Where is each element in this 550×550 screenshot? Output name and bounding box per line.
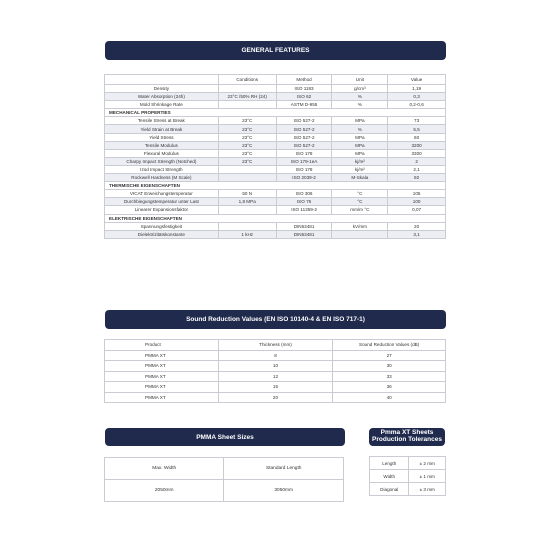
property-cell: ISO 11359-2 xyxy=(276,206,332,214)
property-cell: MPa xyxy=(332,117,388,125)
property-cell: 23°C xyxy=(218,157,276,165)
column-header: Product xyxy=(105,340,219,351)
product-name: PMMA XT xyxy=(105,361,219,372)
property-cell: MPa xyxy=(332,141,388,149)
value-cell: 8 xyxy=(218,350,333,361)
table-row xyxy=(370,470,446,483)
general-features-header-row xyxy=(105,75,446,85)
property-cell xyxy=(218,165,276,173)
tolerance-value: ± 1 mm xyxy=(409,470,446,483)
column-header: Value xyxy=(388,75,446,85)
tolerance-label: Width xyxy=(370,470,409,483)
property-cell: ISO 62 xyxy=(276,93,332,101)
column-header: Conditions xyxy=(218,75,276,85)
property-cell: 1 kHz xyxy=(218,230,276,238)
table-row xyxy=(105,101,446,109)
product-name: PMMA XT xyxy=(105,392,219,403)
table-row xyxy=(105,230,446,238)
property-cell: 1,8 MPa xyxy=(218,198,276,206)
property-cell: 60 xyxy=(388,133,446,141)
size-value: 3050mm xyxy=(224,480,344,502)
tolerance-value: ± 3 mm xyxy=(409,483,446,496)
property-cell: 50 N xyxy=(218,190,276,198)
property-cell: % xyxy=(332,101,388,109)
property-cell xyxy=(218,85,276,93)
property-cell: ISO 1183 xyxy=(276,85,332,93)
property-cell: ISO 2039-2 xyxy=(276,174,332,182)
tolerances-title-line2: Production Tolerances xyxy=(372,436,442,443)
value-cell: 15 xyxy=(218,382,333,393)
property-cell: 0,07 xyxy=(388,206,446,214)
property-name: Tensile Modulus xyxy=(105,141,219,149)
property-cell: 23°C xyxy=(218,117,276,125)
table-row xyxy=(105,133,446,141)
tolerance-label: Length xyxy=(370,457,409,470)
general-features-table xyxy=(104,74,446,239)
general-features-banner xyxy=(105,41,446,60)
property-cell: 1,19 xyxy=(388,85,446,93)
table-row xyxy=(105,382,446,393)
property-name: Charpy Impact Strength (Notched) xyxy=(105,157,219,165)
value-cell: 12 xyxy=(218,371,333,382)
sheet-sizes-table xyxy=(104,457,344,502)
column-header: Thickness (mm) xyxy=(218,340,333,351)
general-features-title: GENERAL FEATURES xyxy=(241,47,310,54)
property-cell: ISO 178 xyxy=(276,165,332,173)
table-row xyxy=(105,206,446,214)
property-cell xyxy=(218,174,276,182)
table-row xyxy=(105,392,446,403)
product-name: PMMA XT xyxy=(105,350,219,361)
property-cell: ASTM D-955 xyxy=(276,101,332,109)
value-cell: 20 xyxy=(218,392,333,403)
property-cell xyxy=(218,206,276,214)
value-cell: 30 xyxy=(333,361,446,372)
property-cell: ISO 179-1eA xyxy=(276,157,332,165)
property-cell: kj/m² xyxy=(332,157,388,165)
column-header: Max. Width xyxy=(105,458,224,480)
sound-reduction-table xyxy=(104,339,446,403)
sheet-sizes-title: PMMA Sheet Sizes xyxy=(196,433,254,441)
property-cell: 3,1 xyxy=(388,230,446,238)
table-row xyxy=(105,480,344,502)
column-header xyxy=(105,75,219,85)
property-name: Tensile Stress at Break xyxy=(105,117,219,125)
section-title: THERMISCHE EIGENSCHAFTEN xyxy=(105,182,446,190)
property-cell: 73 xyxy=(388,117,446,125)
property-cell xyxy=(218,222,276,230)
property-cell: DIN53481 xyxy=(276,230,332,238)
section-header-row xyxy=(105,182,446,190)
tolerance-label: Diagonal xyxy=(370,483,409,496)
section-title: ELEKTRISCHE EIGENSCHAFTEN xyxy=(105,214,446,222)
value-cell: 36 xyxy=(333,382,446,393)
property-name: Flexural Modulus xyxy=(105,149,219,157)
property-cell: 23°C xyxy=(218,125,276,133)
product-name: PMMA XT xyxy=(105,371,219,382)
value-cell: 33 xyxy=(333,371,446,382)
property-cell: MPa xyxy=(332,133,388,141)
property-name: Yield Strain at Break xyxy=(105,125,219,133)
property-cell: °C xyxy=(332,198,388,206)
property-cell: ISO 527-2 xyxy=(276,117,332,125)
property-name: Durchbiegungstemperatur unter Last xyxy=(105,198,219,206)
property-cell: 23°C xyxy=(218,133,276,141)
property-cell: ISO 75 xyxy=(276,198,332,206)
property-cell: 92 xyxy=(388,174,446,182)
value-cell: 10 xyxy=(218,361,333,372)
property-cell: 105 xyxy=(388,190,446,198)
table-row xyxy=(105,85,446,93)
column-header: Unit xyxy=(332,75,388,85)
table-row xyxy=(105,350,446,361)
property-cell: ISO 527-2 xyxy=(276,141,332,149)
table-row xyxy=(370,483,446,496)
property-cell: 5,5 xyxy=(388,125,446,133)
property-name: VICAT Erweichungstemperatur xyxy=(105,190,219,198)
table-row xyxy=(105,93,446,101)
tolerance-value: ± 2 mm xyxy=(409,457,446,470)
tolerances-banner xyxy=(369,428,445,446)
sound-reduction-banner xyxy=(105,310,446,329)
column-header: Method xyxy=(276,75,332,85)
property-cell: 100 xyxy=(388,198,446,206)
sound-reduction-header-row xyxy=(105,340,446,351)
section-header-row xyxy=(105,214,446,222)
table-row xyxy=(105,371,446,382)
property-name: Dielektrizitätskonstante xyxy=(105,230,219,238)
property-cell: 0,2-0,6 xyxy=(388,101,446,109)
section-title: MECHANICAL PROPERTIES xyxy=(105,109,446,117)
property-cell: 2,1 xyxy=(388,165,446,173)
property-cell: 0,3 xyxy=(388,93,446,101)
property-name: Mold Shrinkage Rate xyxy=(105,101,219,109)
tolerances-table xyxy=(369,456,446,496)
table-row xyxy=(105,157,446,165)
table-row xyxy=(105,361,446,372)
property-name: Spannungsfestigkeit xyxy=(105,222,219,230)
property-cell: kj/m² xyxy=(332,165,388,173)
size-value: 2050mm xyxy=(105,480,224,502)
table-row xyxy=(105,222,446,230)
property-cell: 23°C /50% RH (24) xyxy=(218,93,276,101)
property-name: Rockwell Hardness (M Scale) xyxy=(105,174,219,182)
table-row xyxy=(105,149,446,157)
property-cell: kV/mm xyxy=(332,222,388,230)
property-cell: M-Skala xyxy=(332,174,388,182)
sheet-sizes-header-row xyxy=(105,458,344,480)
property-cell: 23°C xyxy=(218,149,276,157)
property-cell: % xyxy=(332,125,388,133)
section-header-row xyxy=(105,109,446,117)
property-name: Density xyxy=(105,85,219,93)
tolerances-title-line1: Pmma XT Sheets xyxy=(380,429,434,437)
property-cell: ISO 306 xyxy=(276,190,332,198)
property-name: Yield Stress xyxy=(105,133,219,141)
table-row xyxy=(105,165,446,173)
property-cell xyxy=(218,101,276,109)
property-cell: % xyxy=(332,93,388,101)
product-name: PMMA XT xyxy=(105,382,219,393)
table-row xyxy=(105,125,446,133)
property-name: Linearer Expansionsfaktor xyxy=(105,206,219,214)
property-cell: mm/m °C xyxy=(332,206,388,214)
property-cell: ISO 527-2 xyxy=(276,133,332,141)
table-row xyxy=(105,174,446,182)
property-name: Water Absorption (24h) xyxy=(105,93,219,101)
property-cell: DIN53481 xyxy=(276,222,332,230)
table-row xyxy=(105,117,446,125)
property-cell: °C xyxy=(332,190,388,198)
column-header: Standard Length xyxy=(224,458,344,480)
table-row xyxy=(370,457,446,470)
property-cell: 2 xyxy=(388,157,446,165)
table-row xyxy=(105,198,446,206)
property-cell: g/cm³ xyxy=(332,85,388,93)
sound-reduction-title: Sound Reduction Values (EN ISO 10140-4 & EN ISO 717-1) xyxy=(186,316,365,323)
property-cell xyxy=(332,230,388,238)
table-row xyxy=(105,141,446,149)
property-cell: ISO 527-2 xyxy=(276,125,332,133)
table-row xyxy=(105,190,446,198)
value-cell: 40 xyxy=(333,392,446,403)
property-name: Izod Impact Strength xyxy=(105,165,219,173)
property-cell: 23°C xyxy=(218,141,276,149)
property-cell: 20 xyxy=(388,222,446,230)
property-cell: ISO 178 xyxy=(276,149,332,157)
value-cell: 27 xyxy=(333,350,446,361)
property-cell: MPa xyxy=(332,149,388,157)
sheet-sizes-banner xyxy=(105,428,345,446)
property-cell: 3200 xyxy=(388,141,446,149)
column-header: Sound Reduction Values (dB) xyxy=(333,340,446,351)
property-cell: 3300 xyxy=(388,149,446,157)
